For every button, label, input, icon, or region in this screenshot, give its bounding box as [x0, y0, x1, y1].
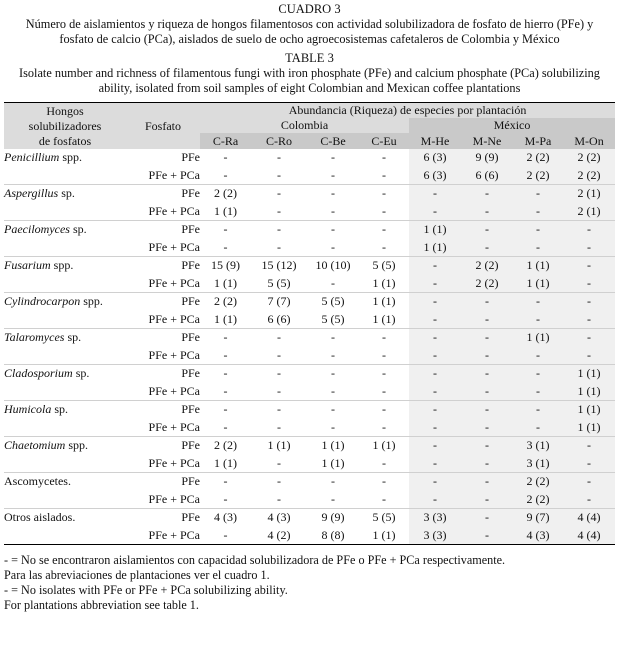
value-cell: -: [251, 329, 307, 347]
genus-suffix: spp.: [65, 438, 89, 453]
value-cell: 2 (2): [513, 491, 563, 509]
plantation-header: C-Be: [307, 133, 359, 149]
value-cell: 3 (3): [409, 527, 461, 545]
genus-cell: [4, 257, 126, 275]
value-cell: -: [277, 383, 281, 398]
phosphate-cell: PFe: [126, 221, 200, 239]
genus-cell: [4, 527, 126, 545]
value-cell: -: [563, 257, 615, 275]
table-row: [4, 185, 615, 203]
value-cell: 2 (2): [461, 275, 513, 293]
phosphate-cell: PFe + PCa: [148, 203, 200, 218]
value-cell: 15 (12): [251, 257, 307, 275]
table-row: [4, 365, 615, 383]
value-cell: -: [331, 275, 335, 290]
value-cell: -: [461, 419, 513, 437]
value-cell: -: [331, 491, 335, 506]
value-cell: -: [563, 473, 615, 491]
caption-spanish: [4, 2, 615, 47]
genus-suffix: sp.: [58, 186, 75, 201]
value-cell: -: [513, 401, 563, 419]
genus-cell: [4, 293, 126, 311]
phosphate-cell: PFe + PCa: [148, 419, 200, 434]
genus-cell: [4, 455, 126, 473]
table-row: [4, 347, 615, 365]
value-cell: -: [563, 311, 615, 329]
table-row: [4, 203, 615, 221]
value-cell: -: [277, 203, 281, 218]
value-cell: 2 (2): [563, 149, 615, 167]
value-cell: -: [251, 401, 307, 419]
table-row: [4, 275, 615, 293]
value-cell: 1 (1): [409, 239, 461, 257]
value-cell: -: [409, 185, 461, 203]
value-cell: -: [563, 347, 615, 365]
phosphate-cell: PFe + PCa: [148, 383, 200, 398]
genus-name: Otros aislados.: [4, 510, 76, 525]
value-cell: -: [331, 203, 335, 218]
value-cell: -: [563, 221, 615, 239]
value-cell: 15 (9): [200, 257, 251, 275]
fungi-table: [4, 102, 615, 545]
value-cell: 6 (3): [409, 167, 461, 185]
value-cell: 7 (7): [251, 293, 307, 311]
genus-cell: [4, 491, 126, 509]
plantation-header: M-Pa: [513, 133, 563, 149]
table-row: [4, 509, 615, 527]
value-cell: -: [331, 150, 335, 165]
value-cell: -: [461, 347, 513, 365]
value-cell: 4 (3): [200, 509, 251, 527]
genus-cell: [4, 203, 126, 221]
table-row: [4, 383, 615, 401]
value-cell: -: [200, 473, 251, 491]
value-cell: -: [513, 203, 563, 221]
value-cell: -: [277, 419, 281, 434]
value-cell: -: [223, 419, 228, 434]
value-cell: -: [409, 293, 461, 311]
genus-suffix: sp.: [69, 222, 87, 237]
genus-header-line-3: de fosfatos: [38, 133, 92, 148]
value-cell: -: [563, 455, 615, 473]
plantation-header: C-Eu: [359, 133, 409, 149]
genus-suffix: spp.: [80, 294, 103, 309]
value-cell: 2 (2): [200, 293, 251, 311]
plantation-header: C-Ro: [251, 133, 307, 149]
caption-english: [4, 51, 615, 96]
value-cell: -: [382, 419, 386, 434]
value-cell: 1 (1): [214, 275, 237, 290]
value-cell: -: [382, 455, 386, 470]
genus-cell: [4, 329, 126, 347]
table-row: [4, 311, 615, 329]
value-cell: 2 (1): [563, 203, 615, 221]
caption-es-line-2: fosfato de calcio (PCa), aislados de suelo de ocho agroecosistemas cafetaleros de Colombia y México: [59, 32, 560, 46]
table-row: [4, 527, 615, 545]
value-cell: -: [409, 455, 461, 473]
genus-cell: [4, 167, 126, 185]
phosphate-cell: PFe + PCa: [148, 311, 200, 326]
value-cell: 5 (5): [359, 257, 409, 275]
value-cell: -: [461, 221, 513, 239]
genus-column-header: [4, 103, 126, 150]
table-row: [4, 491, 615, 509]
value-cell: 1 (1): [359, 293, 409, 311]
value-cell: -: [307, 365, 359, 383]
caption-es-label: CUADRO 3: [278, 2, 341, 16]
table-row: [4, 437, 615, 455]
value-cell: -: [382, 203, 386, 218]
value-cell: 2 (2): [563, 167, 615, 185]
value-cell: -: [409, 203, 461, 221]
mexico-header: México: [409, 118, 615, 133]
value-cell: -: [223, 491, 228, 506]
table-row: [4, 329, 615, 347]
caption-en-label: TABLE 3: [285, 51, 334, 65]
value-cell: -: [563, 329, 615, 347]
value-cell: -: [461, 437, 513, 455]
value-cell: 6 (6): [461, 167, 513, 185]
value-cell: -: [251, 473, 307, 491]
phosphate-cell: PFe: [126, 365, 200, 383]
value-cell: -: [359, 329, 409, 347]
value-cell: -: [513, 185, 563, 203]
genus-cell: [4, 383, 126, 401]
value-cell: -: [359, 221, 409, 239]
value-cell: -: [359, 185, 409, 203]
phosphate-cell: PFe: [126, 509, 200, 527]
value-cell: 4 (2): [251, 527, 307, 545]
phosphate-cell: PFe + PCa: [148, 455, 200, 470]
genus-name: Penicillium: [4, 150, 60, 165]
value-cell: -: [513, 221, 563, 239]
phosphate-cell: PFe: [126, 185, 200, 203]
note-es-abbrev: Para las abreviaciones de plantaciones ver el cuadro 1.: [4, 568, 270, 582]
genus-cell: [4, 437, 126, 455]
table-row: [4, 257, 615, 275]
value-cell: 1 (1): [372, 275, 396, 290]
value-cell: -: [513, 347, 563, 365]
plantation-header: M-On: [563, 133, 615, 149]
value-cell: -: [200, 221, 251, 239]
value-cell: 3 (1): [513, 437, 563, 455]
value-cell: 1 (1): [214, 311, 237, 326]
table-body: [4, 149, 615, 545]
phosphate-column-header: Fosfato: [126, 103, 200, 150]
phosphate-cell: PFe: [126, 437, 200, 455]
genus-cell: [4, 311, 126, 329]
value-cell: -: [563, 239, 615, 257]
value-cell: -: [563, 437, 615, 455]
genus-cell: [4, 473, 126, 491]
genus-name: Chaetomium: [4, 438, 66, 453]
value-cell: 4 (4): [563, 527, 615, 545]
genus-suffix: spp.: [50, 258, 74, 273]
genus-suffix: spp.: [59, 150, 82, 165]
phosphate-cell: PFe: [126, 293, 200, 311]
value-cell: -: [277, 167, 281, 182]
value-cell: 3 (1): [513, 455, 563, 473]
table-notes: [4, 553, 615, 613]
phosphate-cell: PFe + PCa: [148, 275, 200, 290]
plantation-header: C-Ra: [200, 133, 251, 149]
value-cell: -: [223, 383, 228, 398]
value-cell: 1 (1): [409, 221, 461, 239]
value-cell: 9 (7): [513, 509, 563, 527]
value-cell: -: [513, 239, 563, 257]
value-cell: 2 (2): [513, 167, 563, 185]
value-cell: -: [461, 203, 513, 221]
genus-suffix: sp.: [72, 366, 90, 381]
genus-name: Paecilomyces: [4, 222, 70, 237]
value-cell: 1 (1): [321, 455, 345, 470]
value-cell: 1 (1): [307, 437, 359, 455]
table-row: [4, 455, 615, 473]
value-cell: -: [251, 185, 307, 203]
value-cell: -: [513, 293, 563, 311]
phosphate-cell: PFe + PCa: [148, 239, 200, 254]
value-cell: -: [513, 383, 563, 401]
value-cell: -: [461, 491, 513, 509]
value-cell: -: [409, 473, 461, 491]
value-cell: 2 (2): [461, 257, 513, 275]
table-row: [4, 401, 615, 419]
genus-cell: [4, 275, 126, 293]
value-cell: -: [382, 167, 386, 182]
phosphate-cell: PFe + PCa: [148, 347, 200, 362]
genus-name: Humicola: [4, 402, 52, 417]
value-cell: -: [409, 383, 461, 401]
value-cell: -: [409, 401, 461, 419]
value-cell: -: [331, 419, 335, 434]
value-cell: -: [382, 150, 386, 165]
value-cell: 2 (2): [513, 473, 563, 491]
value-cell: -: [277, 347, 281, 362]
value-cell: -: [277, 455, 281, 470]
caption-en-line-1: Isolate number and richness of filamentous fungi with iron phosphate (PFe) and calcium phosphate (PCa) solubilizing: [19, 66, 600, 80]
table-row: [4, 167, 615, 185]
value-cell: 1 (1): [372, 311, 396, 326]
genus-cell: [4, 149, 126, 167]
value-cell: -: [331, 167, 335, 182]
value-cell: -: [382, 239, 386, 254]
value-cell: -: [359, 365, 409, 383]
phosphate-cell: PFe: [126, 257, 200, 275]
value-cell: -: [461, 311, 513, 329]
genus-name: Aspergillus: [4, 186, 59, 201]
value-cell: 9 (9): [307, 509, 359, 527]
value-cell: -: [461, 185, 513, 203]
value-cell: -: [200, 365, 251, 383]
plantation-header: M-Ne: [461, 133, 513, 149]
value-cell: -: [382, 491, 386, 506]
value-cell: 1 (1): [563, 383, 615, 401]
value-cell: -: [563, 275, 615, 293]
phosphate-cell: PFe: [126, 473, 200, 491]
value-cell: 1 (1): [513, 329, 563, 347]
value-cell: -: [409, 491, 461, 509]
value-cell: 4 (4): [563, 509, 615, 527]
value-cell: -: [277, 239, 281, 254]
note-en-dash: - = No isolates with PFe or PFe + PCa solubilizing ability.: [4, 583, 288, 597]
abundance-group-header: Abundancia (Riqueza) de especies por plantación: [200, 103, 615, 119]
value-cell: 1 (1): [251, 437, 307, 455]
value-cell: -: [277, 491, 281, 506]
value-cell: -: [461, 455, 513, 473]
value-cell: 2 (2): [200, 437, 251, 455]
value-cell: 9 (9): [461, 149, 513, 167]
table-row: [4, 149, 615, 167]
value-cell: 1 (1): [513, 257, 563, 275]
value-cell: -: [331, 347, 335, 362]
value-cell: -: [331, 239, 335, 254]
table-row: [4, 419, 615, 437]
genus-name: Fusarium: [4, 258, 51, 273]
value-cell: 10 (10): [307, 257, 359, 275]
value-cell: -: [223, 150, 228, 165]
value-cell: -: [461, 329, 513, 347]
value-cell: -: [307, 221, 359, 239]
value-cell: -: [563, 293, 615, 311]
value-cell: 1 (1): [214, 455, 237, 470]
value-cell: -: [563, 491, 615, 509]
genus-suffix: sp.: [64, 330, 82, 345]
phosphate-cell: PFe + PCa: [148, 167, 200, 182]
genus-name: Ascomycetes.: [4, 474, 71, 489]
value-cell: -: [409, 437, 461, 455]
value-cell: -: [200, 329, 251, 347]
value-cell: -: [200, 527, 251, 545]
genus-header-line-1: Hongos: [46, 103, 84, 118]
genus-cell: [4, 239, 126, 257]
genus-cell: [4, 419, 126, 437]
value-cell: 5 (5): [359, 509, 409, 527]
value-cell: -: [461, 293, 513, 311]
value-cell: 1 (1): [563, 365, 615, 383]
value-cell: 1 (1): [513, 275, 563, 293]
caption-es-line-1: Número de aislamientos y riqueza de hongos filamentosos con actividad solubilizadora de fosfato de hierro (PFe) y: [25, 17, 594, 31]
colombia-header: Colombia: [200, 118, 409, 133]
value-cell: 5 (5): [321, 311, 345, 326]
value-cell: -: [307, 329, 359, 347]
value-cell: 1 (1): [563, 419, 615, 437]
genus-cell: [4, 401, 126, 419]
value-cell: -: [382, 347, 386, 362]
value-cell: -: [409, 365, 461, 383]
value-cell: 8 (8): [307, 527, 359, 545]
phosphate-cell: PFe + PCa: [126, 527, 200, 545]
genus-cell: [4, 347, 126, 365]
value-cell: 2 (2): [513, 149, 563, 167]
value-cell: 2 (1): [563, 185, 615, 203]
value-cell: -: [461, 473, 513, 491]
value-cell: -: [409, 257, 461, 275]
value-cell: -: [409, 419, 461, 437]
value-cell: -: [359, 473, 409, 491]
value-cell: -: [461, 401, 513, 419]
genus-header-line-2: solubilizadores: [28, 118, 102, 133]
value-cell: -: [223, 167, 228, 182]
note-en-abbrev: For plantations abbreviation see table 1.: [4, 598, 199, 612]
value-cell: 4 (3): [513, 527, 563, 545]
value-cell: -: [461, 383, 513, 401]
value-cell: -: [409, 275, 461, 293]
value-cell: 6 (6): [267, 311, 291, 326]
table-row: [4, 473, 615, 491]
genus-cell: [4, 221, 126, 239]
genus-cell: [4, 185, 126, 203]
phosphate-cell: PFe: [126, 329, 200, 347]
value-cell: -: [277, 150, 281, 165]
value-cell: 4 (3): [251, 509, 307, 527]
value-cell: 1 (1): [359, 437, 409, 455]
value-cell: -: [513, 419, 563, 437]
value-cell: -: [307, 185, 359, 203]
value-cell: -: [382, 383, 386, 398]
value-cell: 5 (5): [267, 275, 291, 290]
value-cell: -: [409, 311, 461, 329]
value-cell: -: [409, 329, 461, 347]
value-cell: -: [251, 365, 307, 383]
phosphate-cell: PFe: [181, 150, 200, 165]
value-cell: -: [307, 401, 359, 419]
value-cell: 6 (3): [409, 149, 461, 167]
value-cell: 1 (1): [359, 527, 409, 545]
genus-name: Talaromyces: [4, 330, 65, 345]
table-row: [4, 221, 615, 239]
value-cell: 1 (1): [214, 203, 237, 218]
genus-name: Cylindrocarpon: [4, 294, 81, 309]
table-row: [4, 239, 615, 257]
value-cell: -: [359, 401, 409, 419]
value-cell: -: [223, 239, 228, 254]
genus-cell: [4, 365, 126, 383]
value-cell: 1 (1): [563, 401, 615, 419]
genus-cell: [4, 509, 126, 527]
value-cell: 2 (2): [200, 185, 251, 203]
value-cell: -: [513, 311, 563, 329]
value-cell: -: [461, 509, 513, 527]
note-es-dash: - = No se encontraron aislamientos con capacidad solubilizadora de PFe o PFe + PCa respectivamente.: [4, 553, 506, 567]
value-cell: 5 (5): [307, 293, 359, 311]
genus-name: Cladosporium: [4, 366, 73, 381]
value-cell: 3 (3): [409, 509, 461, 527]
value-cell: -: [307, 473, 359, 491]
value-cell: -: [461, 527, 513, 545]
value-cell: -: [461, 239, 513, 257]
value-cell: -: [331, 383, 335, 398]
table-row: [4, 293, 615, 311]
value-cell: -: [513, 365, 563, 383]
value-cell: -: [200, 401, 251, 419]
value-cell: -: [251, 221, 307, 239]
value-cell: -: [409, 347, 461, 365]
phosphate-cell: PFe: [126, 401, 200, 419]
caption-en-line-2: ability, isolated from soil samples of eight Colombian and Mexican coffee plantations: [98, 81, 521, 95]
phosphate-cell: PFe + PCa: [148, 491, 200, 506]
value-cell: -: [223, 347, 228, 362]
plantation-header: M-He: [409, 133, 461, 149]
value-cell: -: [461, 365, 513, 383]
genus-suffix: sp.: [51, 402, 68, 417]
